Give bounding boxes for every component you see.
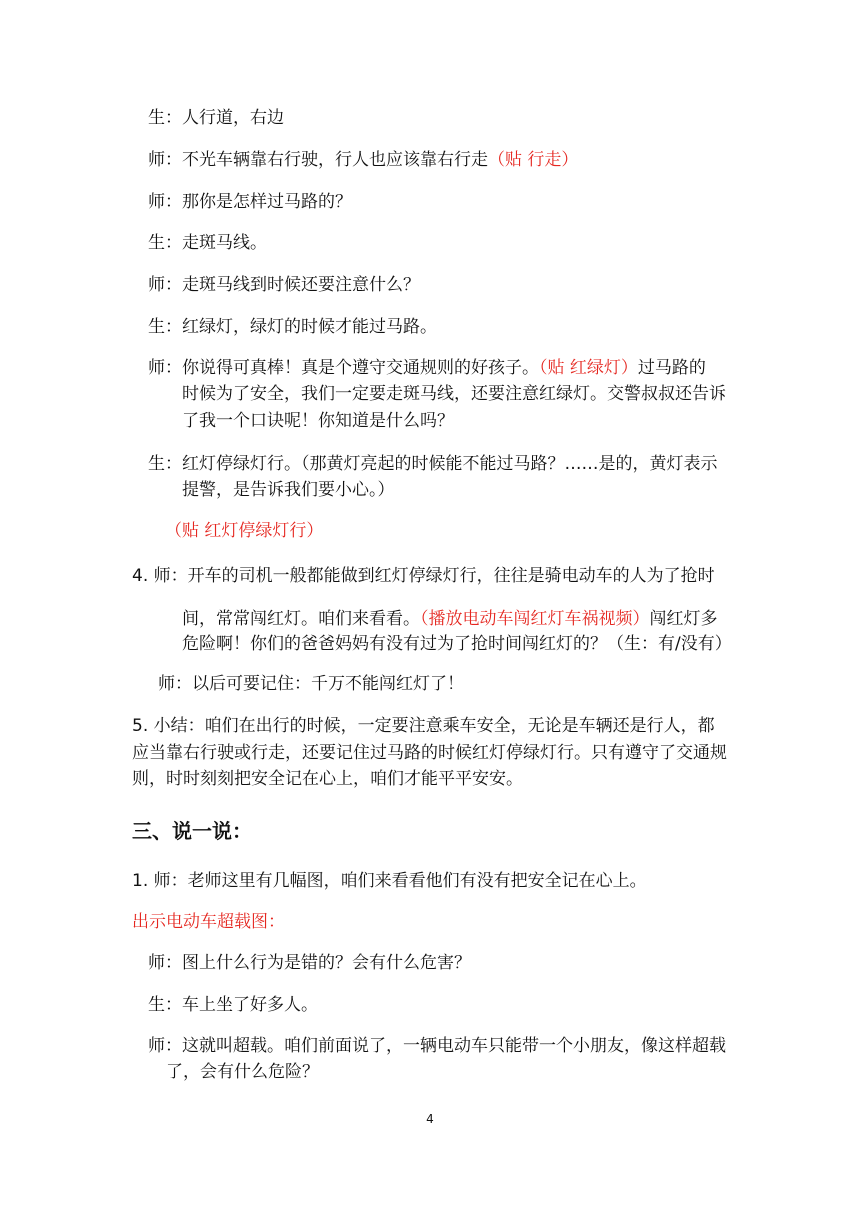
dialogue-line: 师：那你是怎样过马路的？ — [148, 192, 352, 212]
item-5-line: 则，时时刻刻把安全记在心上，咱们才能平平安安。 — [132, 769, 523, 789]
dialogue-line-continued: 提警，是告诉我们要小心。） — [182, 480, 395, 500]
item-4-line: 危险啊！你们的爸爸妈妈有没有过为了抢时间闯红灯的？（生：有/没有） — [182, 634, 732, 654]
red-annotation: （播放电动车闯红灯车祸视频） — [420, 609, 650, 629]
dialogue-line: 师：不光车辆靠右行驶，行人也应该靠右行走（贴 行走） — [148, 150, 579, 170]
dialogue-line: 师：图上什么行为是错的？会有什么危害？ — [148, 953, 471, 973]
dialogue-line: 生：人行道，右边 — [148, 108, 284, 128]
item-4-line: 师：以后可要记住：千万不能闯红灯了！ — [158, 674, 464, 694]
red-annotation: 出示电动车超载图： — [132, 912, 285, 932]
red-annotation: （贴 红灯停绿灯行） — [165, 521, 324, 541]
dialogue-line-continued: 了我一个口诀呢！你知道是什么吗？ — [182, 411, 454, 431]
dialogue-line: 生：走斑马线。 — [148, 233, 267, 253]
dialogue-line: 师：走斑马线到时候还要注意什么？ — [148, 275, 420, 295]
section-3-line: 1. 师：老师这里有几幅图，咱们来看看他们有没有把安全记在心上。 — [132, 871, 647, 891]
dialogue-line-continued: 时候为了安全，我们一定要走斑马线，还要注意红绿灯。交警叔叔还告诉 — [182, 384, 726, 404]
dialogue-line: 师：你说得可真棒！真是个遵守交通规则的好孩子。（贴 红绿灯）过马路的 — [148, 358, 706, 378]
page-number: 4 — [426, 1112, 434, 1126]
dialogue-line: 生：车上坐了好多人。 — [148, 995, 318, 1015]
red-annotation: （贴 行走） — [488, 150, 579, 170]
item-5-line: 应当靠右行驶或行走，还要记住过马路的时候红灯停绿灯行。只有遵守了交通规 — [132, 743, 727, 763]
item-4-line: 间，常常闯红灯。咱们来看看。（播放电动车闯红灯车祸视频）闯红灯多 — [182, 609, 718, 629]
dialogue-line-continued: 了，会有什么危险？ — [166, 1062, 319, 1082]
dialogue-line: 生：红绿灯，绿灯的时候才能过马路。 — [148, 317, 437, 337]
item-5-line: 5. 小结：咱们在出行的时候，一定要注意乘车安全，无论是车辆还是行人，都 — [132, 716, 715, 736]
red-annotation: （贴 红绿灯） — [539, 358, 638, 378]
section-heading: 三、说一说： — [132, 819, 252, 843]
item-4-line: 4. 师：开车的司机一般都能做到红灯停绿灯行，往往是骑电动车的人为了抢时 — [132, 566, 715, 586]
dialogue-line: 师：这就叫超载。咱们前面说了，一辆电动车只能带一个小朋友，像这样超载 — [148, 1036, 726, 1056]
dialogue-line: 生：红灯停绿灯行。（那黄灯亮起的时候能不能过马路？……是的，黄灯表示 — [148, 454, 718, 474]
